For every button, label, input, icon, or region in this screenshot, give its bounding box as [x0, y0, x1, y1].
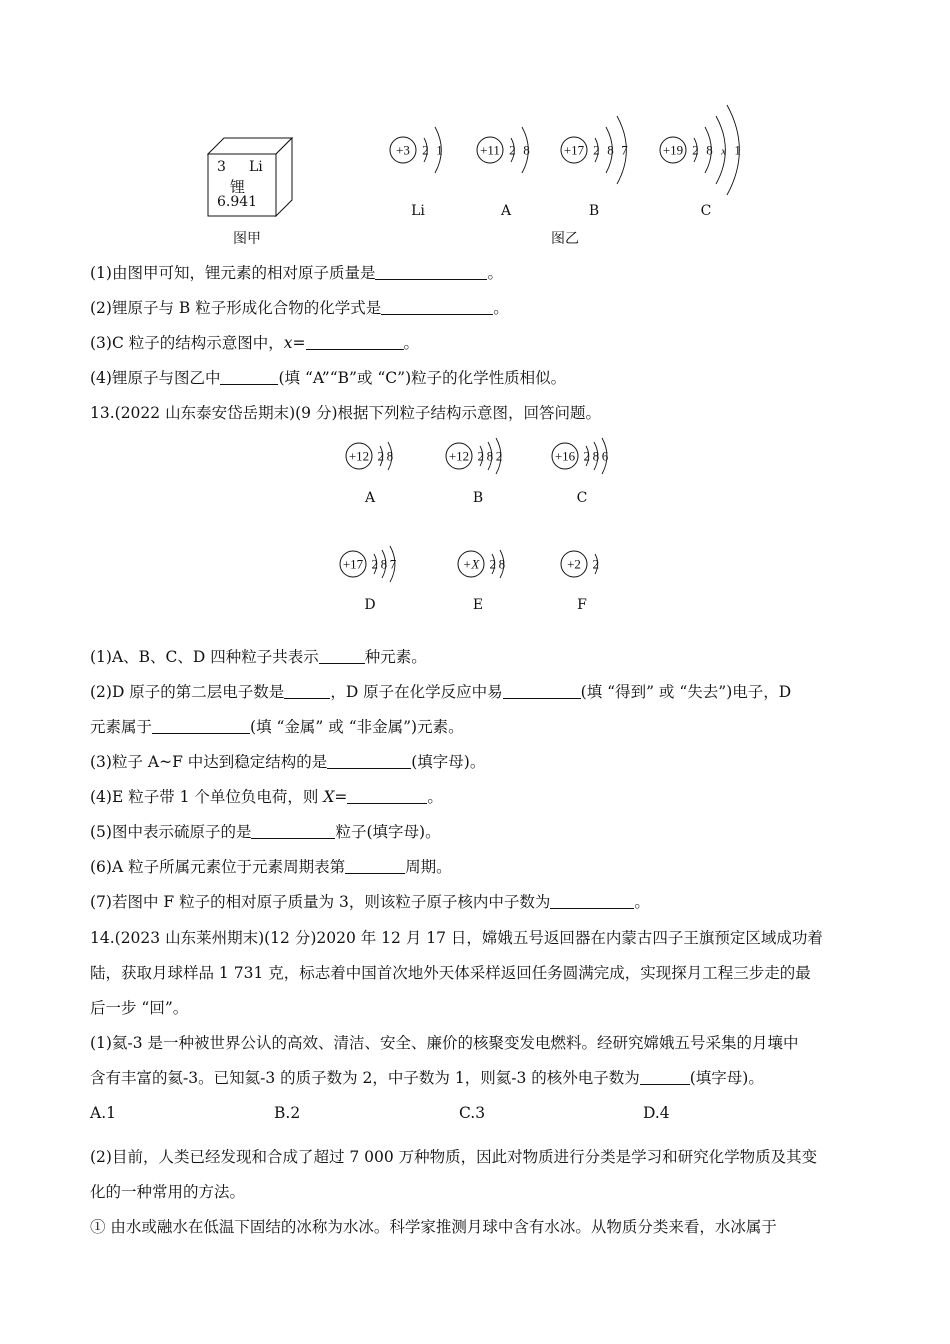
option-d[interactable]: D.4 — [643, 1104, 670, 1122]
q14-part3-line1: ① 由水或融水在低温下固结的冰称为水冰。科学家推测月球中含有水冰。从物质分类来看，水冰属于 — [90, 1218, 777, 1236]
nucleus-charge: +12 — [448, 448, 470, 464]
electron-count: 8 — [523, 142, 530, 158]
atom-diagram-a — [344, 421, 416, 491]
atom-label: D — [364, 597, 376, 613]
electron-count: 2 — [422, 142, 429, 158]
answer-blank[interactable] — [306, 333, 404, 350]
answer-blank[interactable] — [319, 647, 365, 664]
nucleus-charge: +12 — [348, 448, 370, 464]
atom-label: A — [364, 490, 376, 506]
electron-count: 7 — [389, 556, 397, 572]
nucleus-charge: +16 — [554, 448, 576, 464]
electron-count: 2 — [592, 556, 600, 572]
q14-heading-line1: 14.(2023 山东莱州期末)(12 分)2020 年 12 月 17 日，嫦娥五号返回器在内蒙古四子王旗预定区域成功着 — [90, 929, 823, 947]
q13-part5: (5)图中表示硫原子的是 粒子(填字母)。 — [90, 823, 441, 841]
answer-blank[interactable] — [375, 263, 487, 280]
atom-diagram-c — [658, 95, 758, 205]
atom-diagram-c — [550, 421, 630, 491]
electron-count: 6 — [601, 448, 609, 464]
q12-part1: (1)由图甲可知，锂元素的相对原子质量是 。 — [90, 264, 503, 282]
electron-count: 8 — [706, 142, 713, 158]
electron-count: 2 — [593, 142, 600, 158]
electron-count: 2 — [583, 448, 591, 464]
q14-part2-line1: (2)目前，人类已经发现和合成了超过 7 000 万种物质，因此对物质进行分类是学习和研究化学物质及其变 — [90, 1148, 818, 1166]
option-a[interactable]: A.1 — [90, 1104, 116, 1122]
answer-blank[interactable] — [345, 857, 405, 874]
q13-part6: (6)A 粒子所属元素位于元素周期表第 周期。 — [90, 858, 452, 876]
q13-heading: 13.(2022 山东泰安岱岳期末)(9 分)根据下列粒子结构示意图，回答问题。 — [90, 404, 602, 422]
q13-part3: (3)粒子 A~F 中达到稳定结构的是 (填字母)。 — [90, 753, 486, 771]
q13-part1: (1)A、B、C、D 四种粒子共表示 种元素。 — [90, 648, 427, 666]
electron-count: 8 — [498, 556, 506, 572]
atom-label: B — [472, 490, 484, 506]
nucleus-charge: +19 — [662, 142, 684, 158]
atom-diagram-li — [388, 95, 466, 205]
electron-count: 8 — [486, 448, 494, 464]
electron-count: 8 — [607, 142, 614, 158]
electron-count: 1 — [436, 142, 443, 158]
q13-part2-cont: 元素属于 (填 “金属” 或 “非金属”)元素。 — [90, 718, 464, 736]
answer-blank[interactable] — [284, 682, 330, 699]
electron-count: 2 — [371, 556, 379, 572]
atom-label: A — [500, 203, 512, 219]
q14-heading-line2: 陆，获取月球样品 1 731 克，标志着中国首次地外天体采样返回任务圆满完成，实现探月工程三步走的最 — [90, 964, 811, 982]
electron-count: 1 — [734, 142, 741, 158]
option-c[interactable]: C.3 — [459, 1104, 486, 1122]
q12-part4: (4)锂原子与图乙中 (填 “A”“B”或 “C”)粒子的化学性质相似。 — [90, 369, 567, 387]
q14-heading-line3: 后一步 “回”。 — [90, 999, 189, 1017]
q14-part1-line2: 含有丰富的氦-3。已知氦-3 的质子数为 2，中子数为 1，则氦-3 的核外电子数为 (填字母)。 — [90, 1069, 764, 1087]
electron-count: x — [721, 145, 726, 158]
atom-diagram-f — [559, 529, 623, 599]
electron-count: 2 — [509, 142, 516, 158]
electron-count: 8 — [592, 448, 600, 464]
q13-part7: (7)若图中 F 粒子的相对原子质量为 3，则该粒子原子核内中子数为 。 — [90, 893, 650, 911]
q13-part2: (2)D 原子的第二层电子数是 ，D 原子在化学反应中易 (填 “得到” 或 “失去”)电子，D — [90, 683, 792, 701]
atom-label: C — [700, 203, 712, 219]
answer-blank[interactable] — [220, 368, 278, 385]
electron-count: 2 — [377, 448, 385, 464]
answer-blank[interactable] — [327, 752, 411, 769]
answer-blank[interactable] — [503, 682, 581, 699]
atom-label: E — [472, 597, 484, 613]
atom-diagram-a — [475, 95, 553, 205]
answer-blank[interactable] — [550, 892, 634, 909]
atomic-mass: 6.941 — [217, 194, 258, 210]
electron-count: 2 — [495, 448, 503, 464]
atom-diagram-b — [559, 95, 648, 205]
electron-count: 2 — [692, 142, 699, 158]
atom-diagram-b — [444, 421, 524, 491]
atom-label: C — [576, 490, 588, 506]
q14-part1-line1: (1)氦-3 是一种被世界公认的高效、清洁、安全、廉价的核聚变发电燃料。经研究嫦娥五号采集的月壤中 — [90, 1034, 799, 1052]
nucleus-charge: +11 — [480, 142, 500, 158]
atom-diagram-d — [338, 529, 418, 599]
electron-count: 2 — [489, 556, 497, 572]
answer-blank[interactable] — [347, 787, 427, 804]
nucleus-charge: +17 — [563, 142, 585, 158]
q14-part2-line2: 化的一种常用的方法。 — [90, 1183, 246, 1201]
element-symbol: Li — [249, 159, 263, 175]
nucleus-charge: +3 — [396, 142, 410, 158]
atom-label: Li — [411, 203, 425, 219]
answer-blank[interactable] — [152, 717, 250, 734]
nucleus-charge: +17 — [342, 556, 364, 572]
nucleus-charge: +2 — [567, 556, 581, 572]
option-b[interactable]: B.2 — [274, 1104, 301, 1122]
q12-part3: (3)C 粒子的结构示意图中，x= 。 — [90, 334, 420, 352]
electron-count: 8 — [380, 556, 388, 572]
atomic-number: 3 — [217, 159, 226, 175]
atom-label: B — [588, 203, 600, 219]
element-name: 锂 — [230, 178, 246, 196]
lithium-element-card — [207, 137, 293, 217]
atom-diagram-e — [456, 529, 528, 599]
nucleus-charge: +X — [462, 556, 480, 572]
answer-blank[interactable] — [640, 1068, 690, 1085]
atom-label: F — [577, 597, 587, 613]
answer-blank[interactable] — [251, 822, 335, 839]
q12-part2: (2)锂原子与 B 粒子形成化合物的化学式是 。 — [90, 299, 509, 317]
fig-jia-caption: 图甲 — [233, 231, 261, 247]
q13-part4: (4)E 粒子带 1 个单位负电荷，则 X= 。 — [90, 788, 443, 806]
electron-count: 7 — [621, 142, 628, 158]
electron-count: 2 — [477, 448, 485, 464]
electron-count: 8 — [386, 448, 394, 464]
fig-yi-caption: 图乙 — [551, 231, 579, 247]
answer-blank[interactable] — [381, 298, 493, 315]
